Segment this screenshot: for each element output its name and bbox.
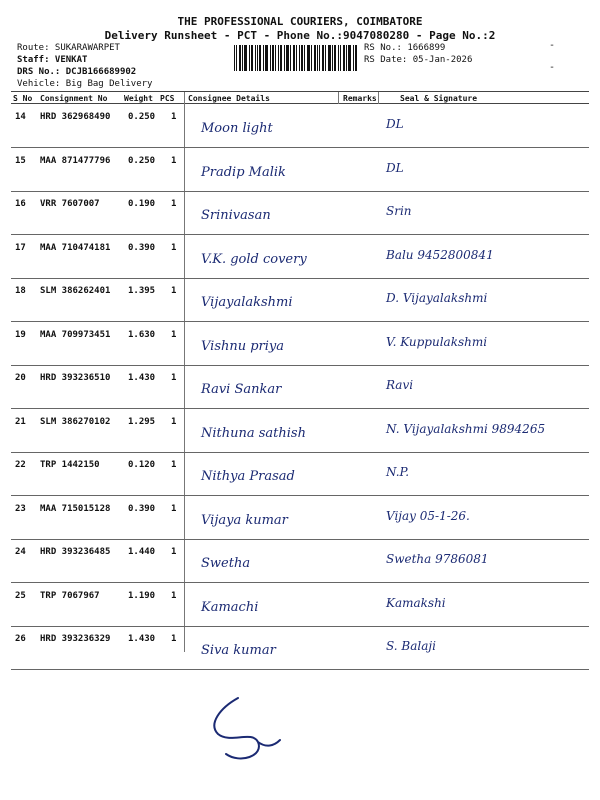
header-top-rule — [11, 91, 589, 92]
barcode-bar — [275, 45, 276, 71]
receiver-signature: D. Vijayalakshmi — [386, 291, 488, 305]
table-row — [11, 104, 589, 148]
barcode-bar — [338, 45, 339, 71]
barcode-bar — [317, 45, 318, 71]
handwriting-layer — [11, 148, 589, 191]
consignment-cell: MAA 710474181 — [40, 242, 111, 253]
route-label: Route: SUKARAWARPET — [17, 43, 120, 53]
barcode-bar — [334, 45, 336, 71]
barcode-bar — [249, 45, 250, 71]
barcode-bar — [353, 45, 354, 71]
consignee-handwritten-name: Nithuna sathish — [201, 425, 306, 441]
sno-cell: 22 — [15, 460, 26, 470]
barcode-bar — [319, 45, 320, 71]
barcode-bar — [280, 45, 282, 71]
sno-cell: 20 — [15, 373, 26, 383]
rs-number: RS No.: 1666899 — [364, 43, 446, 53]
pcs-cell: 1 — [171, 503, 177, 514]
pcs-cell: 1 — [171, 416, 177, 427]
handwriting-layer — [11, 626, 589, 669]
consignee-handwritten-name: Vijayalakshmi — [201, 295, 293, 310]
handwriting-layer — [11, 452, 589, 495]
weight-cell: 0.250 — [128, 155, 156, 166]
handwriting-layer — [11, 191, 589, 234]
mark-dash: - — [548, 62, 555, 73]
receiver-signature: N. Vijayalakshmi 9894265 — [386, 421, 546, 436]
weight-cell: 1.295 — [128, 416, 156, 427]
barcode-bar — [301, 45, 303, 71]
consignment-cell: TRP 7067967 — [40, 590, 100, 601]
pcs-cell: 1 — [171, 155, 177, 166]
barcode-bar — [304, 45, 305, 71]
consignee-handwritten-name: Siva kumar — [201, 643, 276, 658]
sno-cell: 24 — [15, 547, 26, 557]
barcode-bar — [314, 45, 316, 71]
barcode-bar — [299, 45, 300, 71]
consignee-handwritten-name: Swetha — [201, 556, 251, 571]
col-remarks-header: Remarks — [343, 94, 377, 103]
barcode-image — [232, 44, 358, 72]
consignment-cell: HRD 393236510 — [40, 373, 111, 383]
col-sno-header: S No — [13, 94, 33, 103]
receiver-signature: Vijay 05-1-26. — [386, 508, 470, 523]
barcode-bar — [290, 45, 291, 71]
barcode-bar — [296, 45, 297, 71]
table-row — [11, 583, 589, 627]
handwriting-layer — [11, 235, 589, 278]
barcode-bar — [293, 45, 295, 71]
sno-cell: 16 — [15, 199, 26, 209]
barcode-bar — [307, 45, 310, 71]
handwriting-layer — [11, 409, 589, 452]
runsheet-subtitle: Delivery Runsheet - PCT - Phone No.:9047080280 - Page No.:2 — [104, 29, 496, 42]
receiver-signature: DL — [386, 160, 404, 175]
consignment-cell: MAA 715015128 — [40, 503, 111, 514]
barcode-bar — [263, 45, 264, 71]
barcode-bar — [340, 45, 341, 71]
rs-date: RS Date: 05-Jan-2026 — [364, 55, 473, 65]
barcode-bar — [328, 45, 331, 71]
sno-cell: 26 — [15, 634, 26, 644]
pcs-cell: 1 — [171, 547, 177, 557]
barcode-bar — [259, 45, 261, 71]
col-pcs-header: PCS — [160, 94, 175, 103]
handwriting-layer — [11, 539, 589, 582]
mark-dash: - — [548, 40, 555, 51]
receiver-signature: Balu 9452800841 — [386, 247, 494, 262]
weight-cell: 1.395 — [128, 286, 156, 296]
sno-cell: 14 — [15, 112, 26, 122]
pcs-cell: 1 — [171, 373, 177, 383]
receiver-signature: N.P. — [386, 465, 410, 479]
barcode-bar — [244, 45, 247, 71]
consignment-cell: MAA 709973451 — [40, 329, 111, 340]
receiver-signature: Kamakshi — [386, 595, 446, 610]
table-row — [11, 235, 589, 279]
weight-cell: 1.630 — [128, 329, 156, 340]
consignee-handwritten-name: Kamachi — [201, 599, 259, 615]
col-weight-header: Weight — [124, 94, 153, 103]
sno-cell: 17 — [15, 242, 26, 253]
consignee-handwritten-name: Ravi Sankar — [201, 382, 282, 397]
table-row — [11, 539, 589, 583]
table-row — [11, 365, 589, 409]
table-row — [11, 278, 589, 322]
barcode-bar — [257, 45, 258, 71]
consignee-handwritten-name: Vijaya kumar — [201, 512, 288, 528]
weight-cell: 1.440 — [128, 547, 156, 557]
company-title: THE PROFESSIONAL COURIERS, COIMBATORE — [177, 15, 423, 28]
handwriting-layer — [11, 583, 589, 626]
weight-cell: 0.190 — [128, 199, 156, 209]
barcode-bar — [322, 45, 324, 71]
barcode-bar — [251, 45, 253, 71]
consignee-handwritten-name: Vishnu priya — [201, 338, 285, 354]
pcs-cell: 1 — [171, 242, 177, 253]
barcode-bar — [348, 45, 351, 71]
sno-cell: 15 — [15, 155, 26, 166]
barcode-bar — [272, 45, 274, 71]
barcode-bar — [325, 45, 326, 71]
barcode-bar — [311, 45, 312, 71]
weight-cell: 0.390 — [128, 242, 156, 253]
receiver-signature: Swetha 9786081 — [386, 552, 489, 566]
col-seal-header: Seal & Signature — [400, 94, 478, 103]
pcs-cell: 1 — [171, 329, 177, 340]
barcode-bar — [284, 45, 285, 71]
barcode-bar — [343, 45, 345, 71]
sno-cell: 23 — [15, 503, 26, 514]
weight-cell: 1.430 — [128, 373, 156, 383]
barcode-bar — [286, 45, 289, 71]
barcode-bar — [265, 45, 268, 71]
staff-label: Staff: VENKAT — [17, 55, 88, 65]
consignment-cell: HRD 393236329 — [40, 634, 111, 644]
barcode-bar — [332, 45, 333, 71]
pcs-cell: 1 — [171, 634, 177, 644]
table-row — [11, 496, 589, 540]
consignee-handwritten-name: V.K. gold covery — [201, 251, 307, 267]
consignment-cell: MAA 871477796 — [40, 155, 111, 166]
consignee-handwritten-name: Pradip Malik — [201, 164, 286, 180]
consignee-handwritten-name: Moon light — [201, 121, 273, 136]
barcode-bar — [239, 45, 241, 71]
receiver-signature: Srin — [386, 204, 412, 218]
pcs-cell: 1 — [171, 112, 177, 122]
sno-cell: 19 — [15, 329, 26, 340]
pcs-cell: 1 — [171, 460, 177, 470]
table-row — [11, 322, 589, 366]
barcode-bar — [234, 45, 235, 71]
column-divider — [338, 92, 339, 104]
consignee-handwritten-name: Srinivasan — [201, 208, 271, 223]
barcode-bar — [255, 45, 256, 71]
barcode-bar — [278, 45, 279, 71]
table-row — [11, 148, 589, 192]
vehicle-label: Vehicle: Big Bag Delivery — [17, 79, 153, 89]
consignment-cell: HRD 362968490 — [40, 112, 111, 122]
consignment-cell: VRR 7607007 — [40, 199, 100, 209]
sno-cell: 18 — [15, 286, 26, 296]
receiver-signature: Ravi — [386, 378, 414, 392]
col-consignment-header: Consignment No — [40, 94, 108, 103]
pcs-cell: 1 — [171, 590, 177, 601]
table-row — [11, 191, 589, 235]
receiver-signature: V. Kuppulakshmi — [386, 334, 488, 349]
weight-cell: 0.390 — [128, 503, 156, 514]
drs-label: DRS No.: DCJB166689902 — [17, 67, 137, 77]
consignment-cell: TRP 1442150 — [40, 460, 100, 470]
consignee-handwritten-name: Nithya Prasad — [201, 469, 295, 484]
table-row — [11, 626, 589, 670]
weight-cell: 0.250 — [128, 112, 156, 122]
barcode-bar — [346, 45, 347, 71]
consignment-cell: HRD 393236485 — [40, 547, 111, 557]
weight-cell: 1.190 — [128, 590, 156, 601]
receiver-signature: DL — [386, 117, 404, 131]
barcode-bar — [270, 45, 271, 71]
column-divider — [378, 92, 379, 104]
weight-cell: 1.430 — [128, 634, 156, 644]
col-consignee-header: Consignee Details — [188, 94, 270, 103]
sno-cell: 21 — [15, 416, 26, 427]
barcode-bar — [355, 45, 357, 71]
handwritten-signature — [200, 690, 310, 770]
handwriting-layer — [11, 322, 589, 365]
receiver-signature: S. Balaji — [386, 639, 436, 653]
weight-cell: 0.120 — [128, 460, 156, 470]
table-row — [11, 452, 589, 496]
handwriting-layer — [11, 365, 589, 408]
handwriting-layer — [11, 496, 589, 539]
sno-cell: 25 — [15, 590, 26, 601]
barcode-bar — [236, 45, 237, 71]
consignment-cell: SLM 386270102 — [40, 416, 111, 427]
pcs-cell: 1 — [171, 199, 177, 209]
handwriting-layer — [11, 104, 589, 147]
handwriting-layer — [11, 278, 589, 321]
table-row — [11, 409, 589, 453]
pcs-cell: 1 — [171, 286, 177, 296]
consignment-cell: SLM 386262401 — [40, 286, 111, 296]
barcode-bar — [242, 45, 243, 71]
